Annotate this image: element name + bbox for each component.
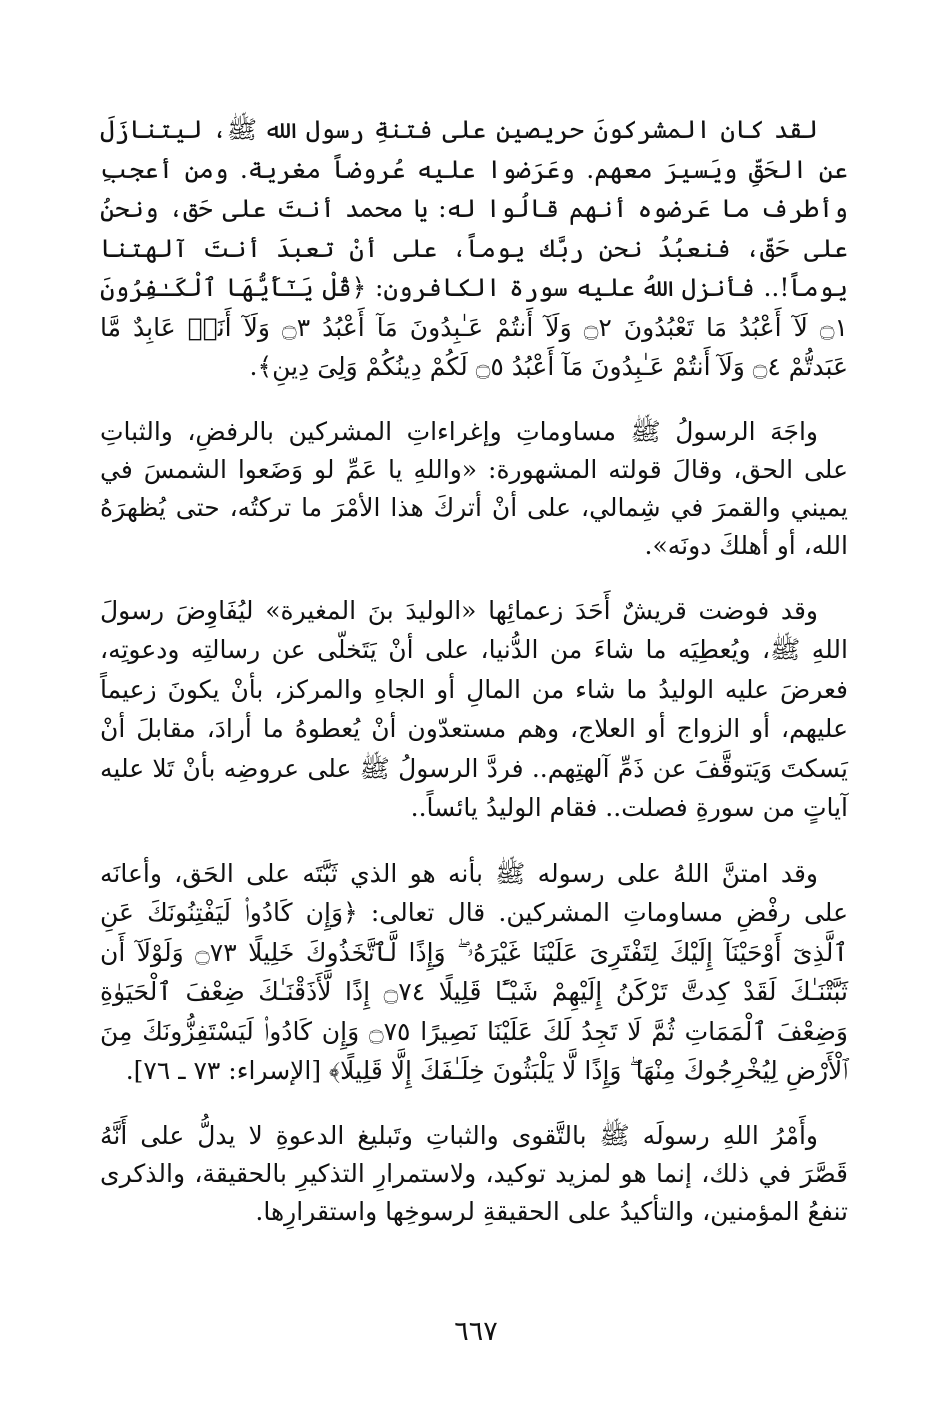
page-body (100, 110, 848, 1257)
paragraph-4: وقد امتنَّ اللهُ على رسوله ﷺ بأنه هو الذي ثَبَّتَه على الحَق، وأعانَه على رفْضِ مساوماتِ المشركين. قال تعالى: ﴿وَإِن كَادُوا۟ لَيَفْتِنُونَكَ عَنِ ٱلَّذِىٓ أَوْحَيْنَآ إِلَيْكَ لِتَفْتَرِىَ عَلَيْنَا غَيْرَهُۥ ۖ وَإِذًا لَّٱتَّخَذُوكَ خَلِيلًا ۝٧٣ وَلَوْلَآ أَن ثَبَّتْنَـٰكَ لَقَدْ كِدتَّ تَرْكَنُ إِلَيْهِمْ شَيْـًٔا قَلِيلًا ۝٧٤ إِذًا لَّأَذَقْنَـٰكَ ضِعْفَ ٱلْحَيَوٰةِ وَضِعْفَ ٱلْمَمَاتِ ثُمَّ لَا تَجِدُ لَكَ عَلَيْنَا نَصِيرًا ۝٧٥ وَإِن كَادُوا۟ لَيَسْتَفِزُّونَكَ مِنَ ٱلْأَرْضِ لِيُخْرِجُوكَ مِنْهَا ۖ وَإِذًا لَّا يَلْبَثُونَ خِلَـٰفَكَ إِلَّا قَلِيلًا﴾ [الإسراء: ٧٣ ـ ٧٦]. (100, 858, 849, 1085)
paragraph-5: وأَمْرُ اللهِ رسولَه ﷺ بالتَّقوى والثباتِ وتَبليغ الدعوةِ لا يدلُّ على أَنَّهُ قَصَّرَ في ذلك، إنما هو لمزيد توكيد، ولاستمرارِ التذكيرِ بالحقيقة، والذكرى تنفعُ المؤمنين، والتأكيدُ على الحقيقةِ لرسوخِها واستقرارِها. (100, 1120, 848, 1226)
paragraph-1: لقد كان المشركونَ حريصين على فتنةِ رسول الله ﷺ، ليتنازَلَ عن الحَقِّ ويَسيرَ معهم. وعَرَضوا عليه عُروضاً مغرية. ومن أعجبِ وأطرف ما عَرضوه أنهم قالُوا له: يا محمد أنتَ على حَق، ونحنُ على حَقّ، فنعبُدُ نحن ربَّك يوماً، على أنْ تعبدَ أنتَ آلهتنا يوماً!.. فأنزل اللهُ عليه سورة الكافرون: ﴿قُلْ يَـٰٓأَيُّهَا ٱلْكَـٰفِرُونَ ۝١ لَآ أَعْبُدُ مَا تَعْبُدُونَ ۝٢ وَلَآ أَنتُمْ عَـٰبِدُونَ مَآ أَعْبُدُ ۝٣ وَلَآ أَنَا۠ عَابِدٌ مَّا عَبَدتُّمْ ۝٤ وَلَآ أَنتُمْ عَـٰبِدُونَ مَآ أَعْبُدُ ۝٥ لَكُمْ دِينُكُمْ وَلِىَ دِينِ﴾. (100, 115, 848, 381)
paragraph-2: واجَهَ الرسولُ ﷺ مساوماتِ وإغراءاتِ المشركين بالرفضِ، والثباتِ على الحق، وقالَ قولته المشهورة: «واللهِ يا عَمِّ لو وَضَعوا الشمسَ في يميني والقمرَ في شِمالي، على أنْ أتركَ هذا الأمْرَ ما تركتُه، حتى يُظهرَهُ الله، أو أهلكَ دونَه». (100, 416, 848, 560)
page-number: ٦٦٧ (454, 1316, 498, 1347)
paragraph-3: وقد فوضت قريشٌ أَحَدَ زعمائِها «الوليدَ بنَ المغيرة» ليُفَاوِضَ رسولَ اللهِ ﷺ، ويُعطِيَه ما شاءَ من الدُّنيا، على أنْ يَتَخلّى عن رسالتِه ودعوتِه، فعرضَ عليه الوليدُ ما شاء من المالِ أو الجاهِ والمركز، بأنْ يكونَ زعيماً عليهم، أو الزواج أو العلاج، وهم مستعدّون أنْ يُعطوهُ ما أرادَ، مقابلَ أنْ يَسكتَ وَيَتوقَّفَ عن ذَمِّ آلهتِهم.. فردَّ الرسولُ ﷺ على عروضِه بأنْ تَلا عليه آياتٍ من سورةِ فصلت.. فقام الوليدُ يائساً.. (100, 595, 848, 822)
